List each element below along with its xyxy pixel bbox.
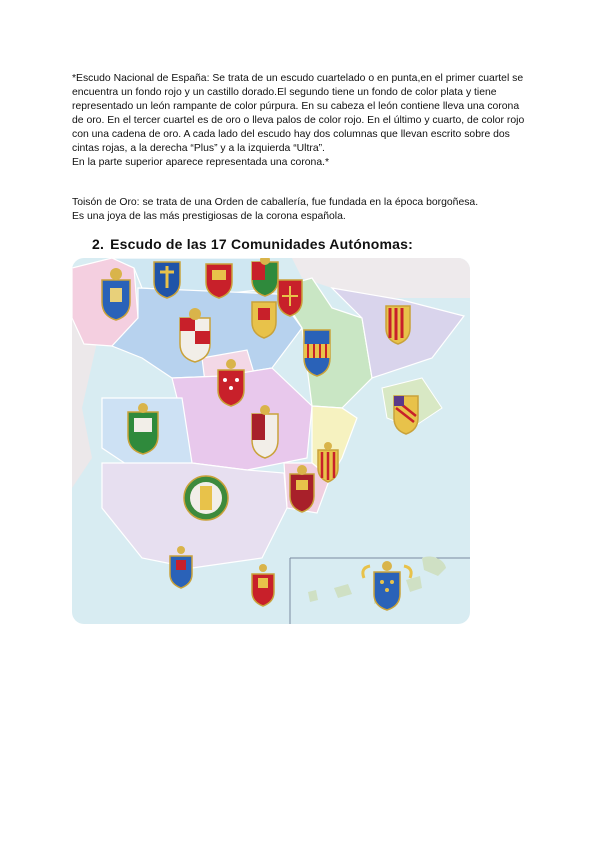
section-title: Escudo de las 17 Comunidades Autónomas: <box>110 236 413 252</box>
aragon-coat-of-arms-icon <box>304 330 330 376</box>
cantabria-coat-of-arms-icon <box>206 264 232 298</box>
la-rioja-coat-of-arms-icon <box>252 302 276 338</box>
toison-line-1: Toisón de Oro: se trata de una Orden de caballería, fue fundada en la época borgoñesa. <box>72 197 479 208</box>
andalucia-coat-of-arms-icon <box>184 476 228 520</box>
section-number: 2. <box>92 236 105 252</box>
pais-vasco-coat-of-arms-icon <box>252 258 278 296</box>
coat-of-arms-description <box>72 72 532 170</box>
baleares-coat-of-arms-icon <box>394 396 418 434</box>
navarra-coat-of-arms-icon <box>278 280 302 316</box>
crown-description: En la parte superior aparece representada una corona.* <box>72 157 330 168</box>
autonomous-communities-map <box>72 258 470 624</box>
section-heading <box>92 236 413 252</box>
toison-line-2: Es una joya de las más prestigiosas de la corona española. <box>72 211 346 222</box>
asturias-coat-of-arms-icon <box>154 262 180 298</box>
spain-coat-description: *Escudo Nacional de España: Se trata de un escudo cuartelado o en punta,en el primer cuartel se encuentra un fondo rojo y un castillo dorado.El segundo tiene un fondo de color plata y tiene representado un león rampante de color púrpura. En su cabeza el león contiene lleva una corona de oro. En el tercer cuartel es de oro o lleva palos de color rojo. En el último y cuarto, de color rojo con una cadena de oro. A cada lado del escudo hay dos columnas que llevan escrito sobre dos cintas rojas, a la derecha “Plus” y a la izquierda “Ultra”. <box>72 73 525 154</box>
toison-de-oro-description <box>72 196 532 224</box>
cataluna-coat-of-arms-icon <box>386 306 410 344</box>
spain-map-figure <box>72 258 470 624</box>
